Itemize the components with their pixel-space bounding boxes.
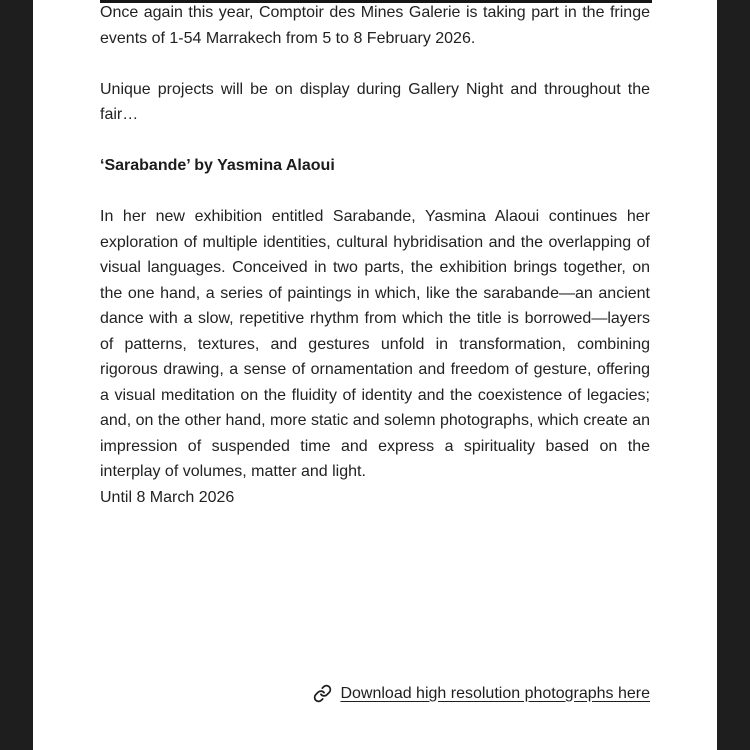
gallery-night-paragraph: Unique projects will be on display during Gallery Night and throughout the fair… — [100, 80, 650, 123]
link-icon — [312, 683, 333, 704]
download-link-row — [312, 683, 650, 704]
date-line: Until 8 March 2026 — [100, 488, 235, 506]
exhibition-heading: ‘Sarabande’ by Yasmina Alaoui — [100, 157, 335, 174]
article-body — [100, 0, 650, 510]
download-link[interactable]: Download high resolution photographs here — [340, 684, 650, 702]
intro-paragraph: Once again this year, Comptoir des Mines Galerie is taking part in the fringe events of 1-54 Marrakech from 5 to 8 February 2026. — [100, 4, 650, 47]
left-frame-bar — [0, 0, 33, 750]
right-frame-bar — [717, 0, 750, 750]
exhibition-paragraph: In her new exhibition entitled Sarabande, Yasmina Alaoui continues her exploration of multiple identities, cultural hybridisation and the overlapping of visual languages. Conceived in two parts, the exhibition brings together, on the one hand, a series of paintings in which, like the sarabande—an ancient dance with a slow, repetitive rhythm from which the title is borrowed—layers of patterns, textures, and gestures unfold in transformation, combining rigorous drawing, a sense of ornamentation and freedom of gesture, offering a visual meditation on the fluidity of identity and the coexistence of legacies; and, on the other hand, more static and solemn photographs, which create an impression of suspended time and express a spirituality based on the interplay of volumes, matter and light. — [100, 208, 650, 480]
